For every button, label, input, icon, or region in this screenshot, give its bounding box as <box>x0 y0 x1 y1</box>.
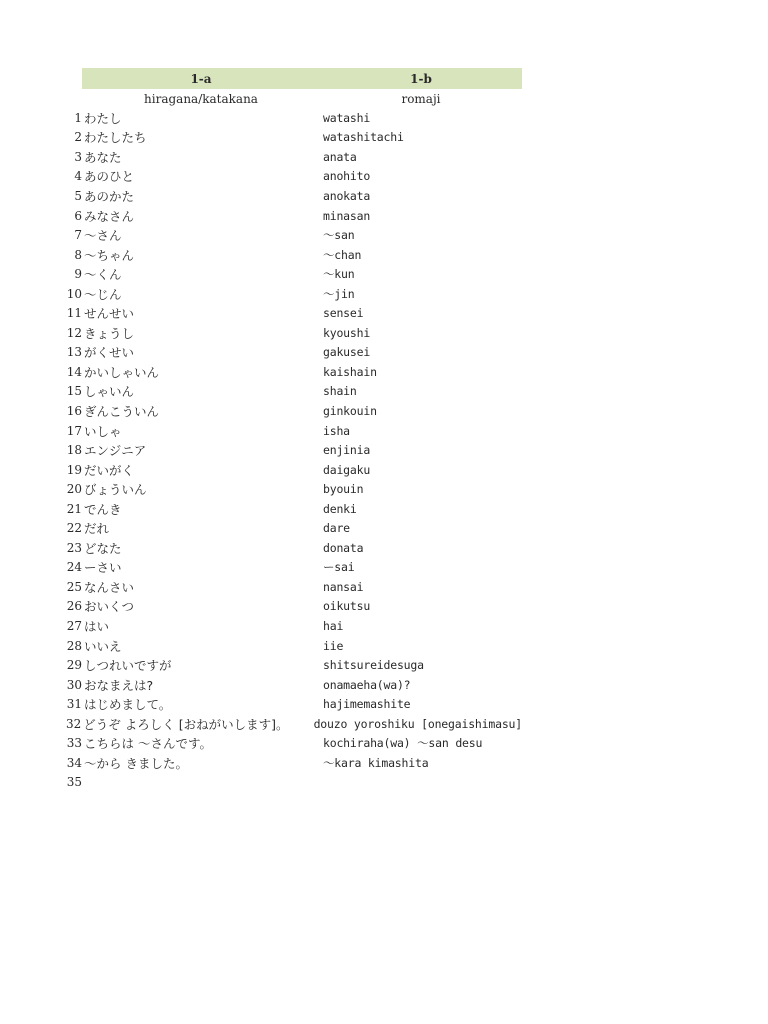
row-number: 8 <box>74 247 82 262</box>
row-number: 15 <box>66 384 82 399</box>
kana-cell: だいがく <box>84 462 135 478</box>
romaji-cell: sensei <box>323 306 364 321</box>
table-row <box>62 108 522 128</box>
row-number: 35 <box>66 775 82 790</box>
kana-cell: だれ <box>84 521 110 537</box>
row-number: 9 <box>74 267 82 282</box>
kana-cell: ～じん <box>84 286 122 302</box>
kana-cell: みなさん <box>84 208 135 224</box>
row-number: 13 <box>66 345 82 360</box>
kana-cell: ～くん <box>84 267 122 283</box>
table-row <box>62 616 522 636</box>
kana-cell: はい <box>84 618 110 634</box>
romaji-cell: oikutsu <box>323 599 371 614</box>
column-header-1a: 1-a <box>190 71 212 86</box>
kana-cell: ぎんこういん <box>84 403 160 419</box>
kana-cell: はじめまして。 <box>84 697 172 713</box>
table-row <box>62 694 522 714</box>
romaji-cell: daigaku <box>323 462 371 477</box>
romaji-cell: watashi <box>323 110 371 125</box>
row-number: 30 <box>66 677 82 692</box>
table-row <box>62 303 522 323</box>
subheader-romaji: romaji <box>401 91 441 106</box>
kana-cell: わたしたち <box>84 130 147 146</box>
table-row <box>62 264 522 284</box>
romaji-cell: ーsai <box>323 560 355 575</box>
table-row <box>62 636 522 656</box>
romaji-cell: kochiraha(wa) ～san desu <box>323 736 483 751</box>
romaji-cell: ～chan <box>323 247 362 262</box>
row-number: 34 <box>66 755 82 770</box>
table-row <box>62 597 522 617</box>
vocabulary-list <box>62 108 522 792</box>
row-number: 3 <box>74 149 82 164</box>
romaji-cell: anata <box>323 149 357 164</box>
romaji-cell: iie <box>323 638 344 653</box>
row-number: 25 <box>66 579 82 594</box>
table-row <box>62 186 522 206</box>
row-number: 6 <box>74 208 82 223</box>
table-row <box>62 284 522 304</box>
kana-cell: なんさい <box>84 579 135 595</box>
table-row <box>62 479 522 499</box>
table-row <box>62 421 522 441</box>
romaji-cell: hai <box>323 618 344 633</box>
row-number: 17 <box>66 423 82 438</box>
table-row <box>62 167 522 187</box>
romaji-cell: denki <box>323 501 357 516</box>
table-row <box>62 714 522 734</box>
romaji-cell: shitsureidesuga <box>323 658 424 673</box>
row-number: 26 <box>66 599 82 614</box>
column-subheader-row <box>82 89 522 108</box>
kana-cell: ～さん <box>84 228 122 244</box>
column-header-1b: 1-b <box>410 71 432 86</box>
table-row <box>62 362 522 382</box>
romaji-cell: ～kara kimashita <box>323 755 429 770</box>
table-row <box>62 734 522 754</box>
row-number: 16 <box>66 403 82 418</box>
kana-cell: しゃいん <box>84 384 135 400</box>
table-row <box>62 245 522 265</box>
romaji-cell: nansai <box>323 579 364 594</box>
table-row <box>62 753 522 773</box>
kana-cell: どなた <box>84 540 122 556</box>
kana-cell: びょういん <box>84 482 147 498</box>
romaji-cell: douzo yoroshiku [onegaishimasu] <box>313 716 522 731</box>
romaji-cell: gakusei <box>323 345 371 360</box>
romaji-cell: shain <box>323 384 357 399</box>
kana-cell: せんせい <box>84 306 135 322</box>
row-number: 12 <box>66 325 82 340</box>
vocabulary-sheet <box>62 68 522 792</box>
kana-cell: かいしゃいん <box>84 364 160 380</box>
romaji-cell: donata <box>323 540 364 555</box>
kana-cell: しつれいですが <box>84 658 172 674</box>
table-row <box>62 128 522 148</box>
kana-cell: おいくつ <box>84 599 135 615</box>
table-row <box>62 499 522 519</box>
row-number: 24 <box>66 560 82 575</box>
row-number: 7 <box>74 228 82 243</box>
romaji-cell: ～san <box>323 228 355 243</box>
romaji-cell: kyoushi <box>323 325 371 340</box>
row-number: 28 <box>66 638 82 653</box>
table-row <box>62 206 522 226</box>
romaji-cell: watashitachi <box>323 130 404 145</box>
row-number: 21 <box>66 501 82 516</box>
table-row <box>62 382 522 402</box>
row-number: 20 <box>66 482 82 497</box>
romaji-cell: ～kun <box>323 267 355 282</box>
table-row <box>62 675 522 695</box>
romaji-cell: ～jin <box>323 286 355 301</box>
romaji-cell: hajimemashite <box>323 697 411 712</box>
romaji-cell: byouin <box>323 482 364 497</box>
row-number: 31 <box>66 697 82 712</box>
table-row <box>62 343 522 363</box>
romaji-cell: isha <box>323 423 350 438</box>
row-number: 19 <box>66 462 82 477</box>
row-number: 27 <box>66 618 82 633</box>
row-number: 1 <box>74 110 82 125</box>
kana-cell: がくせい <box>84 345 135 361</box>
table-row <box>62 440 522 460</box>
kana-cell: きょうし <box>84 325 135 341</box>
romaji-cell: anokata <box>323 188 371 203</box>
kana-cell: ーさい <box>84 560 122 576</box>
kana-cell: こちらは ～さんです。 <box>84 736 212 752</box>
row-number: 33 <box>66 736 82 751</box>
row-number: 14 <box>66 364 82 379</box>
table-row <box>62 558 522 578</box>
table-row <box>62 773 522 793</box>
table-row <box>62 577 522 597</box>
romaji-cell: kaishain <box>323 364 377 379</box>
row-number: 23 <box>66 540 82 555</box>
kana-cell: いいえ <box>84 638 122 654</box>
kana-cell: でんき <box>84 501 122 517</box>
table-row <box>62 147 522 167</box>
kana-cell: あなた <box>84 149 122 165</box>
romaji-cell: minasan <box>323 208 371 223</box>
row-number: 32 <box>65 716 82 731</box>
romaji-cell: enjinia <box>323 443 371 458</box>
kana-cell: ～から きました。 <box>84 755 188 771</box>
row-number: 4 <box>74 169 82 184</box>
row-number: 10 <box>66 286 82 301</box>
column-header-row <box>82 68 522 89</box>
row-number: 11 <box>66 306 82 321</box>
table-row <box>62 323 522 343</box>
table-row <box>62 518 522 538</box>
romaji-cell: anohito <box>323 169 371 184</box>
kana-cell: いしゃ <box>84 423 122 439</box>
romaji-cell: ginkouin <box>323 403 377 418</box>
kana-cell: わたし <box>84 110 122 126</box>
table-row <box>62 460 522 480</box>
row-number: 2 <box>74 130 82 145</box>
kana-cell: どうぞ よろしく [おねがいします]。 <box>83 716 289 732</box>
romaji-cell: onamaeha(wa)? <box>323 677 411 692</box>
row-number: 18 <box>66 443 82 458</box>
row-number: 29 <box>66 658 82 673</box>
table-row <box>62 225 522 245</box>
romaji-cell: dare <box>323 521 350 536</box>
row-number: 5 <box>74 188 82 203</box>
kana-cell: おなまえは? <box>84 677 154 693</box>
kana-cell: あのひと <box>84 169 135 185</box>
table-row <box>62 401 522 421</box>
kana-cell: あのかた <box>84 188 135 204</box>
subheader-hiragana-katakana: hiragana/katakana <box>144 91 258 106</box>
kana-cell: ～ちゃん <box>84 247 135 263</box>
table-row <box>62 538 522 558</box>
kana-cell: エンジニア <box>84 443 147 459</box>
table-row <box>62 655 522 675</box>
row-number: 22 <box>66 521 82 536</box>
